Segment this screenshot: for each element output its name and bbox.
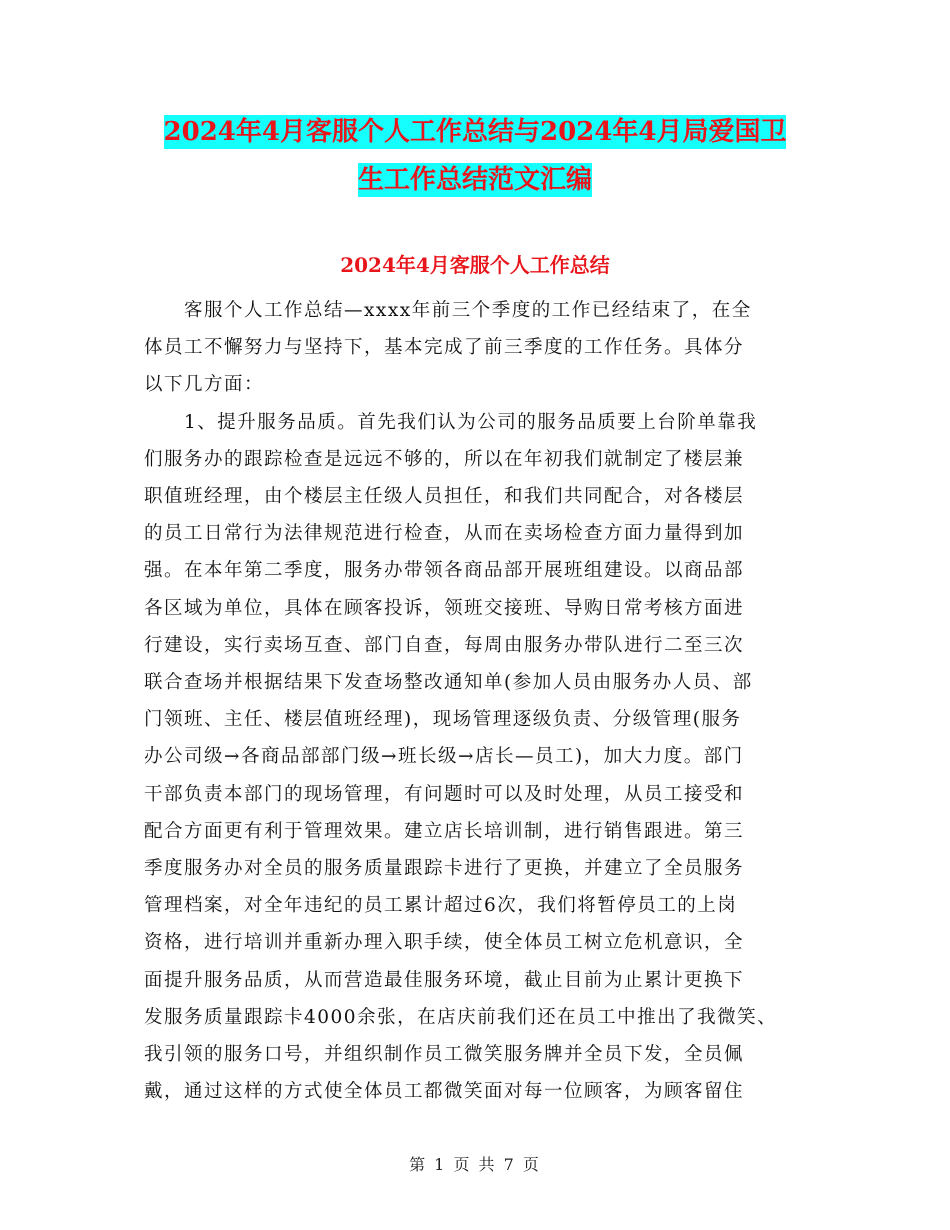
paragraph-line: 联合查场并根据结果下发查场整改通知单(参加人员由服务办人员、部 [144,672,753,694]
paragraph-line: 们服务办的跟踪检查是远远不够的，所以在年初我们就制定了楼层兼 [144,448,745,470]
paragraph-line: 1、提升服务品质。首先我们认为公司的服务品质要上台阶单靠我 [184,411,758,433]
paragraph-line: 行建设，实行卖场互查、部门自查，每周由服务办带队进行二至三次 [144,634,745,656]
paragraph-line: 资格，进行培训并重新办理入职手续，使全体员工树立危机意识，全 [144,932,745,954]
paragraph-line: 强。在本年第二季度，服务办带领各商品部开展班组建设。以商品部 [144,560,745,582]
document-title [0,108,950,204]
paragraph-line: 戴，通过这样的方式使全体员工都微笑面对每一位顾客，为顾客留住 [144,1081,745,1103]
paragraph-line: 我引领的服务口号，并组织制作员工微笑服务牌并全员下发，全员佩 [144,1044,745,1066]
paragraph-line: 面提升服务品质，从而营造最佳服务环境，截止目前为止累计更换下 [144,969,745,991]
paragraph-line: 以下几方面： [144,374,265,396]
footer-suffix: 页 [522,1155,541,1174]
document-title-line-1: 2024年4月客服个人工作总结与2024年4月局爱国卫 [163,117,787,147]
document-title-line-2: 生工作总结范文汇编 [357,165,592,195]
paragraph-line: 职值班经理，由个楼层主任级人员担任，和我们共同配合，对各楼层 [144,486,745,508]
current-page-number: 1 [434,1155,447,1174]
paragraph-line: 干部负责本部门的现场管理，有问题时可以及时处理，从员工接受和 [144,783,745,805]
footer-prefix: 第 [409,1155,428,1174]
paragraph-line: 发服务质量跟踪卡4000余张，在店庆前我们还在员工中推出了我微笑、 [144,1006,778,1028]
page-footer [0,1152,950,1175]
paragraph-line: 配合方面更有利于管理效果。建立店长培训制，进行销售跟进。第三 [144,820,745,842]
total-page-count: 7 [503,1155,516,1174]
paragraph-line: 的员工日常行为法律规范进行检查，从而在卖场检查方面力量得到加 [144,523,745,545]
paragraph-line: 体员工不懈努力与坚持下，基本完成了前三季度的工作任务。具体分 [144,337,745,359]
paragraph-line: 门领班、主任、楼层值班经理)，现场管理逐级负责、分级管理(服务 [144,709,742,731]
paragraph-line: 各区域为单位，具体在顾客投诉，领班交接班、导购日常考核方面进 [144,597,745,619]
footer-middle: 页 共 [453,1155,497,1174]
paragraph-line: 客服个人工作总结—xxxx年前三个季度的工作已经结束了，在全 [184,300,752,321]
paragraph-line: 季度服务办对全员的服务质量跟踪卡进行了更换，并建立了全员服务 [144,858,745,880]
body-text [144,292,814,1110]
paragraph-line: 办公司级→各商品部部门级→班长级→店长—员工)，加大力度。部门 [144,746,744,768]
section-title: 2024年4月客服个人工作总结 [340,253,610,277]
paragraph-line: 管理档案，对全年违纪的员工累计超过6次，我们将暂停员工的上岗 [144,895,738,917]
